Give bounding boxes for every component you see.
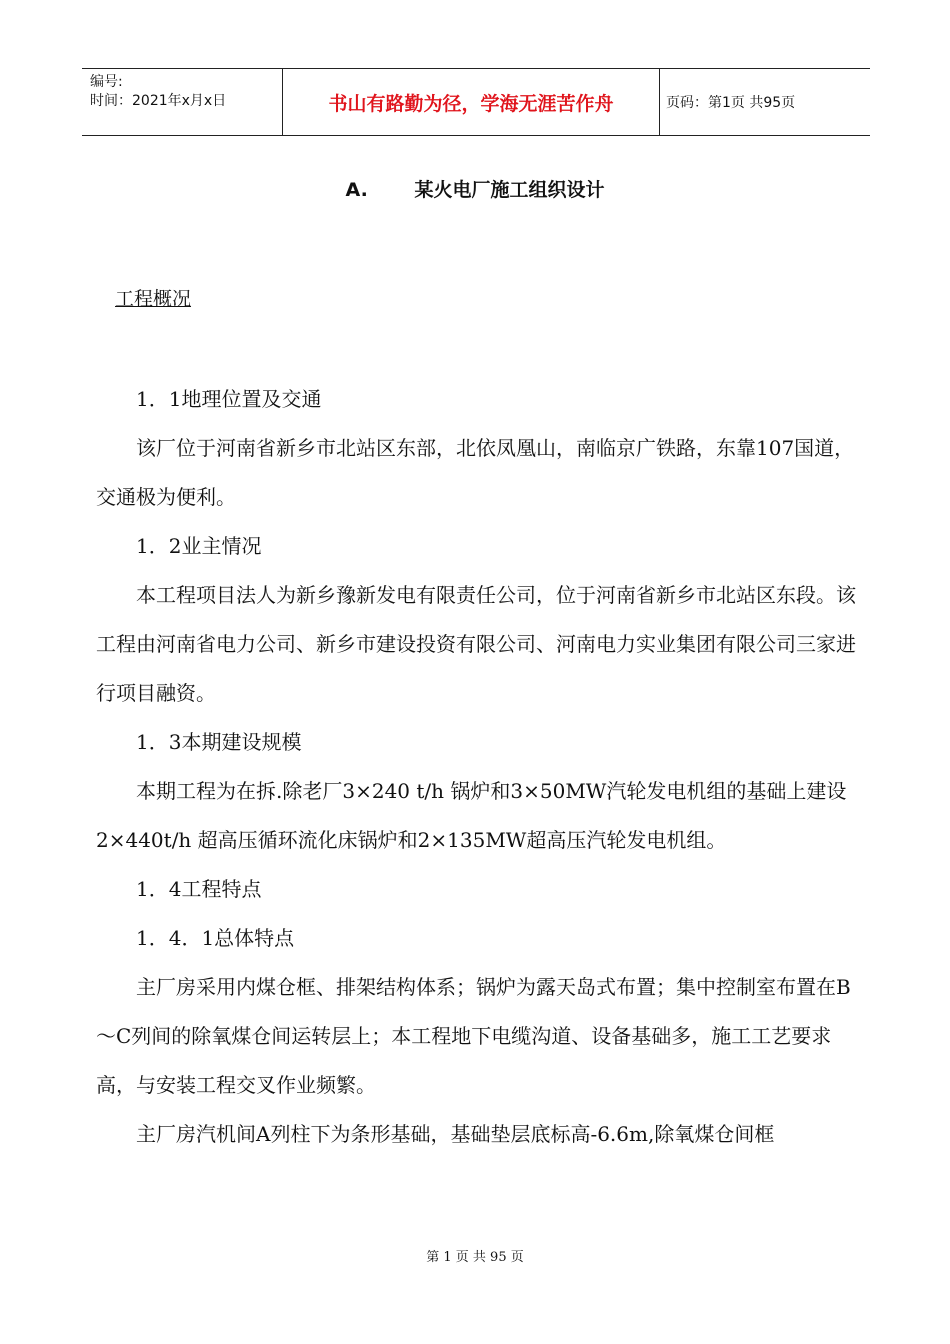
document-title	[0, 175, 950, 202]
title-text: 某火电厂施工组织设计	[414, 179, 605, 201]
header-page-info: 页码：第1页 共95页	[666, 95, 796, 111]
subheading-scale: 1．3本期建设规模	[136, 730, 302, 754]
section-heading: 工程概况	[115, 288, 192, 310]
subheading-overall: 1．4．1总体特点	[136, 926, 295, 950]
title-number: A.	[345, 179, 368, 201]
document-body	[96, 375, 856, 1159]
page-header	[82, 68, 870, 136]
header-slogan: 书山有路勤为径，学海无涯苦作舟	[282, 69, 660, 135]
paragraph-scale: 本期工程为在拆.除老厂3×240 t/h 锅炉和3×50MW汽轮发电机组的基础上建设2×440t/h 超高压循环流化床锅炉和2×135MW超高压汽轮发电机组。	[96, 779, 847, 852]
page-footer: 第 1 页 共 95 页	[426, 1250, 524, 1265]
paragraph-foundation: 主厂房汽机间A列柱下为条形基础，基础垫层底标高-6.6m,除氧煤仓间框	[136, 1122, 775, 1146]
paragraph-owner: 本工程项目法人为新乡豫新发电有限责任公司，位于河南省新乡市北站区东段。该工程由河南省电力公司、新乡市建设投资有限公司、河南电力实业集团有限公司三家进行项目融资。	[96, 583, 856, 705]
paragraph-location: 该厂位于河南省新乡市北站区东部，北依凤凰山，南临京广铁路，东靠107国道，交通极为便利。	[96, 436, 855, 509]
number-label: 编号:	[90, 74, 123, 90]
subheading-features: 1．4工程特点	[136, 877, 262, 901]
subheading-location: 1．1地理位置及交通	[136, 387, 322, 411]
time-label: 时间：2021年x月x日	[90, 93, 227, 109]
paragraph-overall: 主厂房采用内煤仓框、排架结构体系；锅炉为露天岛式布置；集中控制室布置在B～C列间的除氧煤仓间运转层上；本工程地下电缆沟道、设备基础多，施工工艺要求高，与安装工程交叉作业频繁。	[96, 975, 851, 1097]
header-meta	[82, 69, 282, 135]
subheading-owner: 1．2业主情况	[136, 534, 262, 558]
